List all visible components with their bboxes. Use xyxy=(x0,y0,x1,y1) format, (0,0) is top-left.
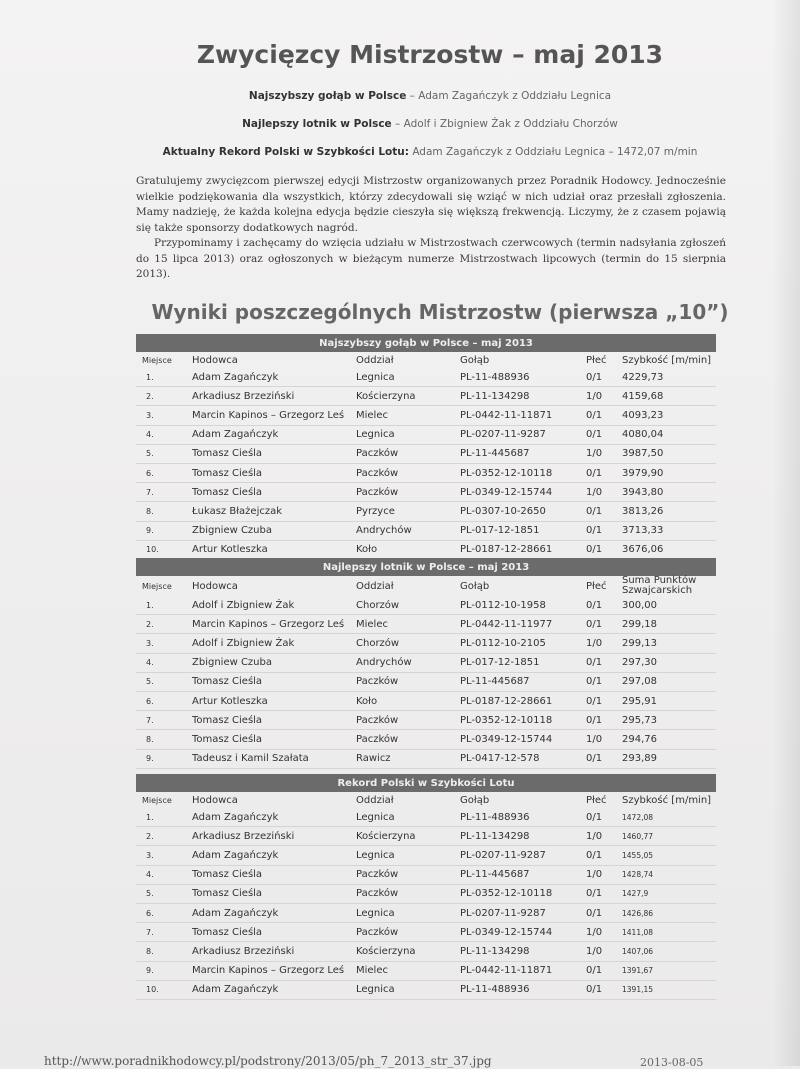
table-row xyxy=(136,483,716,502)
result-cell: 1411,08 xyxy=(622,927,654,937)
table-row xyxy=(136,463,716,482)
result-cell: 293,89 xyxy=(622,753,657,765)
breeder-cell: Tomasz Cieśla xyxy=(192,714,263,726)
branch-cell: Paczków xyxy=(356,676,399,688)
result-cell: 1426,86 xyxy=(622,908,654,918)
breeder-cell: Arkadiusz Brzeziński xyxy=(192,945,295,957)
sex-cell: 0/1 xyxy=(586,907,603,919)
sex-cell: 0/1 xyxy=(586,849,603,861)
sex-cell: 1/0 xyxy=(586,830,603,842)
pigeon-ring-cell: PL-0187-12-28661 xyxy=(460,544,553,556)
breeder-cell: Łukasz Błażejczak xyxy=(192,505,283,517)
breeder-cell: Artur Kotleszka xyxy=(192,544,268,556)
table-row xyxy=(136,521,716,540)
intro-paragraph-1: Gratulujemy zwycięzcom pierwszej edycji Mistrzostw organizowanych przez Poradnik Hodowcy. Jednocześnie wielkie podziękowania dla wszystkich, którzy zdecydowali się wziąć w nich udział oraz przesłali zgłoszenia. Mamy nadzieję, że każda kolejna edycja będzie cieszyła się większą frekwencją. Liczymy, że z czasem pojawią się także sponsorzy dodatkowych nagród. xyxy=(136,175,726,234)
table-row xyxy=(136,808,716,827)
branch-cell: Andrychów xyxy=(356,657,412,669)
breeder-cell: Adam Zagańczyk xyxy=(192,984,279,996)
sex-cell: 0/1 xyxy=(586,467,603,479)
results-title: Wyniki poszczególnych Mistrzostw (pierwsza „10”) xyxy=(151,300,729,324)
breeder-cell: Zbigniew Czuba xyxy=(192,657,272,669)
table-row xyxy=(136,596,716,615)
place-cell: 3. xyxy=(146,850,154,860)
place-cell: 7. xyxy=(146,487,154,497)
breeder-cell: Arkadiusz Brzeziński xyxy=(192,390,295,402)
table-row xyxy=(136,691,716,710)
table-row xyxy=(136,672,716,691)
sex-cell: 0/1 xyxy=(586,429,603,441)
result-cell: 3943,80 xyxy=(622,486,664,498)
breeder-cell: Tadeusz i Kamil Szałata xyxy=(192,753,309,765)
column-header: Płeć xyxy=(586,580,607,592)
table-row xyxy=(136,634,716,653)
pigeon-ring-cell: PL-0349-12-15744 xyxy=(460,926,553,938)
place-cell: 5. xyxy=(146,889,154,899)
breeder-cell: Tomasz Cieśla xyxy=(192,448,263,460)
place-cell: 1. xyxy=(146,372,154,382)
sex-cell: 0/1 xyxy=(586,676,603,688)
table-row xyxy=(136,942,716,961)
award-fastest-pigeon xyxy=(0,90,800,102)
result-cell: 3713,33 xyxy=(622,525,664,537)
table-section-band: Najszybszy gołąb w Polsce – maj 2013 xyxy=(136,334,716,352)
intro-text xyxy=(136,174,726,283)
pigeon-ring-cell: PL-0352-12-10118 xyxy=(460,888,553,900)
breeder-cell: Marcin Kapinos – Grzegorz Leś xyxy=(192,409,345,421)
pigeon-ring-cell: PL-017-12-1851 xyxy=(460,525,540,537)
breeder-cell: Artur Kotleszka xyxy=(192,695,268,707)
table-row xyxy=(136,653,716,672)
page-title: Zwycięzcy Mistrzostw – maj 2013 xyxy=(196,40,664,69)
pigeon-ring-cell: PL-0352-12-10118 xyxy=(460,467,553,479)
result-cell: 297,30 xyxy=(622,657,657,669)
branch-cell: Chorzów xyxy=(356,599,400,611)
branch-cell: Koło xyxy=(356,695,378,707)
pigeon-ring-cell: PL-0349-12-15744 xyxy=(460,486,553,498)
column-header: Hodowca xyxy=(192,794,238,806)
column-header: Hodowca xyxy=(192,354,238,366)
result-cell: 1391,15 xyxy=(622,985,654,995)
place-cell: 9. xyxy=(146,526,154,536)
table-row xyxy=(136,827,716,846)
branch-cell: Pyrzyce xyxy=(356,505,395,517)
place-cell: 3. xyxy=(146,410,154,420)
column-header: Oddział xyxy=(356,794,394,806)
breeder-cell: Adam Zagańczyk xyxy=(192,371,279,383)
sex-cell: 1/0 xyxy=(586,926,603,938)
breeder-cell: Zbigniew Czuba xyxy=(192,525,272,537)
breeder-cell: Adam Zagańczyk xyxy=(192,429,279,441)
column-header: Miejsce xyxy=(142,355,172,365)
pigeon-ring-cell: PL-0417-12-578 xyxy=(460,753,540,765)
column-header: Płeć xyxy=(586,354,607,366)
place-cell: 2. xyxy=(146,619,154,629)
pigeon-ring-cell: PL-0352-12-10118 xyxy=(460,714,553,726)
branch-cell: Legnica xyxy=(356,429,395,441)
table-section-band: Rekord Polski w Szybkości Lotu xyxy=(136,774,716,792)
place-cell: 2. xyxy=(146,831,154,841)
pigeon-ring-cell: PL-0112-10-1958 xyxy=(460,599,546,611)
result-cell: 295,73 xyxy=(622,714,657,726)
table-row xyxy=(136,865,716,884)
branch-cell: Paczków xyxy=(356,467,399,479)
branch-cell: Kościerzyna xyxy=(356,830,416,842)
table-row xyxy=(136,615,716,634)
result-cell: 300,00 xyxy=(622,599,657,611)
table-row xyxy=(136,846,716,865)
result-cell: 1427,9 xyxy=(622,889,649,899)
place-cell: 8. xyxy=(146,506,154,516)
pigeon-ring-cell: PL-017-12-1851 xyxy=(460,657,540,669)
column-header: Miejsce xyxy=(142,581,172,591)
column-header: Gołąb xyxy=(460,580,490,592)
place-cell: 2. xyxy=(146,391,154,401)
breeder-cell: Tomasz Cieśla xyxy=(192,869,263,881)
place-cell: 1. xyxy=(146,812,154,822)
branch-cell: Koło xyxy=(356,544,378,556)
pigeon-ring-cell: PL-0442-11-11871 xyxy=(460,965,553,977)
breeder-cell: Tomasz Cieśla xyxy=(192,676,263,688)
place-cell: 6. xyxy=(146,696,154,706)
award-best-flyer xyxy=(0,118,800,130)
table-header-row xyxy=(136,792,716,808)
pigeon-ring-cell: PL-11-134298 xyxy=(460,390,530,402)
place-cell: 6. xyxy=(146,468,154,478)
award-speed-record xyxy=(0,146,800,158)
sex-cell: 0/1 xyxy=(586,599,603,611)
sex-cell: 0/1 xyxy=(586,371,603,383)
place-cell: 8. xyxy=(146,946,154,956)
result-cell: 3979,90 xyxy=(622,467,664,479)
result-cell: 4229,73 xyxy=(622,371,664,383)
breeder-cell: Adam Zagańczyk xyxy=(192,811,279,823)
breeder-cell: Adam Zagańczyk xyxy=(192,907,279,919)
column-header: Miejsce xyxy=(142,795,172,805)
sex-cell: 0/1 xyxy=(586,657,603,669)
place-cell: 9. xyxy=(146,966,154,976)
branch-cell: Mielec xyxy=(356,965,388,977)
branch-cell: Paczków xyxy=(356,733,399,745)
sex-cell: 1/0 xyxy=(586,390,603,402)
pigeon-ring-cell: PL-0442-11-11871 xyxy=(460,409,553,421)
result-cell: 3813,26 xyxy=(622,505,664,517)
branch-cell: Rawicz xyxy=(356,753,391,765)
table-row xyxy=(136,730,716,749)
sex-cell: 0/1 xyxy=(586,618,603,630)
sex-cell: 0/1 xyxy=(586,888,603,900)
result-cell: 4093,23 xyxy=(622,409,664,421)
result-cell: 1455,05 xyxy=(622,850,654,860)
place-cell: 4. xyxy=(146,870,154,880)
branch-cell: Legnica xyxy=(356,811,395,823)
column-header: Hodowca xyxy=(192,580,238,592)
pigeon-ring-cell: PL-11-134298 xyxy=(460,830,530,842)
column-header: Suma Punktów Szwajcarskich xyxy=(622,575,697,596)
table-section-band: Najlepszy lotnik w Polsce – maj 2013 xyxy=(136,558,716,576)
place-cell: 3. xyxy=(146,638,154,648)
place-cell: 7. xyxy=(146,927,154,937)
results-table-fastest-pigeon xyxy=(136,334,716,560)
result-cell: 1472,08 xyxy=(622,812,654,822)
pigeon-ring-cell: PL-0187-12-28661 xyxy=(460,695,553,707)
sex-cell: 1/0 xyxy=(586,945,603,957)
table-row xyxy=(136,387,716,406)
place-cell: 7. xyxy=(146,715,154,725)
sex-cell: 0/1 xyxy=(586,525,603,537)
branch-cell: Kościerzyna xyxy=(356,945,416,957)
award-value: – Adam Zagańczyk z Oddziału Legnica xyxy=(409,90,612,102)
table-row xyxy=(136,961,716,980)
pigeon-ring-cell: PL-0349-12-15744 xyxy=(460,733,553,745)
result-cell: 1460,77 xyxy=(622,831,654,841)
result-cell: 3676,06 xyxy=(622,544,664,556)
table-row xyxy=(136,711,716,730)
result-cell: 3987,50 xyxy=(622,448,664,460)
column-header: Szybkość [m/min] xyxy=(622,354,712,366)
result-cell: 4080,04 xyxy=(622,429,664,441)
pigeon-ring-cell: PL-0207-11-9287 xyxy=(460,849,546,861)
pigeon-ring-cell: PL-11-445687 xyxy=(460,869,530,881)
place-cell: 5. xyxy=(146,449,154,459)
sex-cell: 0/1 xyxy=(586,753,603,765)
sex-cell: 0/1 xyxy=(586,409,603,421)
breeder-cell: Marcin Kapinos – Grzegorz Leś xyxy=(192,618,345,630)
branch-cell: Paczków xyxy=(356,448,399,460)
pigeon-ring-cell: PL-0442-11-11977 xyxy=(460,618,553,630)
branch-cell: Legnica xyxy=(356,849,395,861)
table-row xyxy=(136,540,716,559)
table-header-row xyxy=(136,576,716,596)
table-row xyxy=(136,444,716,463)
branch-cell: Legnica xyxy=(356,984,395,996)
branch-cell: Paczków xyxy=(356,869,399,881)
result-cell: 297,08 xyxy=(622,676,657,688)
branch-cell: Chorzów xyxy=(356,637,400,649)
pigeon-ring-cell: PL-11-488936 xyxy=(460,984,530,996)
award-value: – Adolf i Zbigniew Żak z Oddziału Chorzów xyxy=(395,118,618,130)
sex-cell: 0/1 xyxy=(586,544,603,556)
place-cell: 8. xyxy=(146,734,154,744)
table-row xyxy=(136,980,716,999)
place-cell: 10. xyxy=(146,545,159,555)
source-date: 2013-08-05 xyxy=(640,1056,704,1069)
result-cell: 294,76 xyxy=(622,733,657,745)
place-cell: 1. xyxy=(146,600,154,610)
sex-cell: 1/0 xyxy=(586,869,603,881)
award-value: Adam Zagańczyk z Oddziału Legnica – 1472,07 m/min xyxy=(412,146,698,158)
pigeon-ring-cell: PL-0207-11-9287 xyxy=(460,907,546,919)
column-header: Gołąb xyxy=(460,794,490,806)
breeder-cell: Tomasz Cieśla xyxy=(192,467,263,479)
table-header-row xyxy=(136,352,716,368)
source-url: http://www.poradnikhodowcy.pl/podstrony/2013/05/ph_7_2013_str_37.jpg xyxy=(44,1054,492,1068)
branch-cell: Paczków xyxy=(356,888,399,900)
branch-cell: Mielec xyxy=(356,409,388,421)
sex-cell: 1/0 xyxy=(586,637,603,649)
table-row xyxy=(136,903,716,922)
sex-cell: 0/1 xyxy=(586,811,603,823)
column-header: Gołąb xyxy=(460,354,490,366)
pigeon-ring-cell: PL-11-488936 xyxy=(460,371,530,383)
sex-cell: 0/1 xyxy=(586,714,603,726)
branch-cell: Andrychów xyxy=(356,525,412,537)
table-row xyxy=(136,502,716,521)
table-row xyxy=(136,884,716,903)
table-row xyxy=(136,368,716,387)
result-cell: 299,18 xyxy=(622,618,657,630)
place-cell: 5. xyxy=(146,677,154,687)
table-row xyxy=(136,425,716,444)
place-cell: 4. xyxy=(146,430,154,440)
branch-cell: Legnica xyxy=(356,371,395,383)
result-cell: 1391,67 xyxy=(622,966,654,976)
sex-cell: 0/1 xyxy=(586,984,603,996)
branch-cell: Mielec xyxy=(356,618,388,630)
intro-paragraph-2: Przypominamy i zachęcamy do wzięcia udziału w Mistrzostwach czerwcowych (termin nadsyłania zgłoszeń do 15 lipca 2013) oraz ogłoszonych w bieżącym numerze Mistrzostwach lipcowych (termin do 15 sierpnia 2013). xyxy=(136,237,726,280)
pigeon-ring-cell: PL-11-445687 xyxy=(460,448,530,460)
column-header: Oddział xyxy=(356,354,394,366)
breeder-cell: Tomasz Cieśla xyxy=(192,926,263,938)
place-cell: 10. xyxy=(146,985,159,995)
column-header: Oddział xyxy=(356,580,394,592)
sex-cell: 1/0 xyxy=(586,733,603,745)
column-header: Płeć xyxy=(586,794,607,806)
place-cell: 6. xyxy=(146,908,154,918)
pigeon-ring-cell: PL-0112-10-2105 xyxy=(460,637,546,649)
page-edge-shadow xyxy=(772,0,800,1066)
breeder-cell: Tomasz Cieśla xyxy=(192,733,263,745)
branch-cell: Paczków xyxy=(356,714,399,726)
sex-cell: 1/0 xyxy=(586,448,603,460)
column-header: Szybkość [m/min] xyxy=(622,794,712,806)
breeder-cell: Tomasz Cieśla xyxy=(192,888,263,900)
award-label: Najlepszy lotnik w Polsce xyxy=(242,118,392,130)
breeder-cell: Adolf i Zbigniew Żak xyxy=(192,637,295,649)
branch-cell: Paczków xyxy=(356,926,399,938)
place-cell: 9. xyxy=(146,754,154,764)
pigeon-ring-cell: PL-11-488936 xyxy=(460,811,530,823)
pigeon-ring-cell: PL-0207-11-9287 xyxy=(460,429,546,441)
breeder-cell: Adolf i Zbigniew Żak xyxy=(192,599,295,611)
result-cell: 299,13 xyxy=(622,637,657,649)
sex-cell: 1/0 xyxy=(586,486,603,498)
results-table-speed-record xyxy=(136,774,716,1000)
pigeon-ring-cell: PL-0307-10-2650 xyxy=(460,505,546,517)
pigeon-ring-cell: PL-11-134298 xyxy=(460,945,530,957)
table-row xyxy=(136,923,716,942)
place-cell: 4. xyxy=(146,658,154,668)
sex-cell: 0/1 xyxy=(586,505,603,517)
pigeon-ring-cell: PL-11-445687 xyxy=(460,676,530,688)
breeder-cell: Tomasz Cieśla xyxy=(192,486,263,498)
result-cell: 1428,74 xyxy=(622,870,654,880)
sex-cell: 0/1 xyxy=(586,695,603,707)
award-label: Aktualny Rekord Polski w Szybkości Lotu: xyxy=(162,146,409,158)
result-cell: 4159,68 xyxy=(622,390,664,402)
breeder-cell: Marcin Kapinos – Grzegorz Leś xyxy=(192,965,345,977)
branch-cell: Legnica xyxy=(356,907,395,919)
award-label: Najszybszy gołąb w Polsce xyxy=(248,90,407,102)
sex-cell: 0/1 xyxy=(586,965,603,977)
table-row xyxy=(136,749,716,768)
breeder-cell: Arkadiusz Brzeziński xyxy=(192,830,295,842)
branch-cell: Kościerzyna xyxy=(356,390,416,402)
result-cell: 295,91 xyxy=(622,695,657,707)
table-row xyxy=(136,406,716,425)
breeder-cell: Adam Zagańczyk xyxy=(192,849,279,861)
branch-cell: Paczków xyxy=(356,486,399,498)
results-table-best-flyer xyxy=(136,558,716,769)
result-cell: 1407,06 xyxy=(622,946,654,956)
